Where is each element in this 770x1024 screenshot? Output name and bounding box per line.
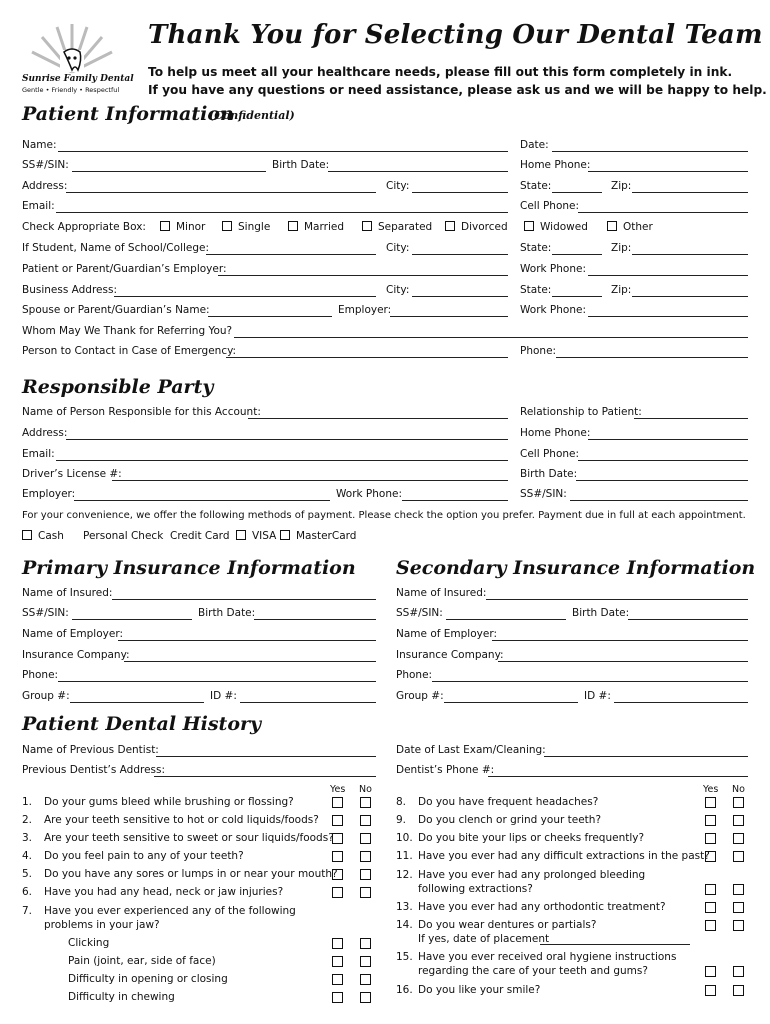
secondary-birth-label: Birth Date: [572, 607, 630, 619]
referring-field[interactable] [234, 337, 748, 338]
married-checkbox[interactable]: Married [288, 220, 344, 234]
q12-no-checkbox[interactable] [733, 884, 744, 895]
confidential-label: (Confidential) [209, 109, 295, 122]
widowed-checkbox[interactable]: Widowed [524, 220, 588, 234]
primary-group-label: Group #: [22, 690, 70, 702]
license-label: Driver’s License #: [22, 468, 122, 480]
question-7-cont: problems in your jaw? [44, 919, 160, 931]
q10-no-checkbox[interactable] [733, 833, 744, 844]
q13-no-checkbox[interactable] [733, 902, 744, 913]
check-box-label: Check Appropriate Box: [22, 221, 146, 233]
q6-yes-checkbox[interactable] [332, 887, 343, 898]
spouse-employer-label: Employer: [338, 304, 392, 316]
responsible-ss-field[interactable] [570, 500, 748, 501]
visa-checkbox[interactable]: VISA [236, 529, 276, 543]
question-6: 6. Have you had any head, neck or jaw injuries? [22, 886, 284, 898]
minor-checkbox[interactable]: Minor [160, 220, 205, 234]
business-zip-label: Zip: [611, 284, 632, 296]
business-zip-field[interactable] [632, 296, 748, 297]
question-13: 13. Have you ever had any orthodontic treatment? [396, 901, 666, 913]
question-5: 5. Do you have any sores or lumps in or near your mouth? [22, 868, 338, 880]
emergency-contact-label: Person to Contact in Case of Emergency: [22, 345, 237, 357]
responsible-work-phone-label: Work Phone: [336, 488, 402, 500]
primary-id-label: ID #: [210, 690, 237, 702]
responsible-email-label: Email: [22, 448, 55, 460]
name-field[interactable] [58, 151, 508, 152]
question-12: 12. Have you ever had any prolonged bleeding [396, 869, 646, 881]
secondary-birth-field[interactable] [628, 619, 748, 620]
q5-no-checkbox[interactable] [360, 869, 371, 880]
relationship-field[interactable] [634, 418, 748, 419]
school-zip-field[interactable] [632, 254, 748, 255]
q4-no-checkbox[interactable] [360, 851, 371, 862]
ss-field[interactable] [72, 171, 266, 172]
no-header-left: No [359, 784, 372, 795]
q7-opening-no-checkbox[interactable] [360, 974, 371, 985]
primary-phone-label: Phone: [22, 669, 59, 681]
q7-pain-no-checkbox[interactable] [360, 956, 371, 967]
secondary-id-field[interactable] [614, 702, 748, 703]
work-phone-field[interactable] [588, 275, 748, 276]
employer-field[interactable] [218, 275, 508, 276]
primary-employer-field[interactable] [118, 640, 376, 641]
business-city-field[interactable] [412, 296, 508, 297]
q7-pain: Pain (joint, ear, side of face) [68, 955, 216, 967]
primary-insured-label: Name of Insured: [22, 587, 113, 599]
birth-date-field[interactable] [328, 171, 508, 172]
primary-group-field[interactable] [70, 702, 204, 703]
state-label: State: [520, 180, 552, 192]
secondary-insured-label: Name of Insured: [396, 587, 487, 599]
question-14: 14. Do you wear dentures or partials? [396, 919, 597, 931]
question-12-cont: following extractions? [418, 883, 533, 895]
address-field[interactable] [66, 192, 376, 193]
spouse-name-field[interactable] [208, 316, 332, 317]
email-field[interactable] [56, 212, 508, 213]
address-label: Address: [22, 180, 68, 192]
previous-address-field[interactable] [154, 776, 376, 777]
name-label: Name: [22, 139, 57, 151]
q7-chewing: Difficulty in chewing [68, 991, 175, 1003]
school-city-label: City: [386, 242, 410, 254]
intro-line-2: If you have any questions or need assistance, please ask us and we will be happy to help. [148, 83, 767, 97]
question-9: 9. Do you clench or grind your teeth? [396, 814, 602, 826]
q2-yes-checkbox[interactable] [332, 815, 343, 826]
cash-checkbox[interactable]: Cash [22, 529, 64, 543]
last-exam-field[interactable] [544, 756, 748, 757]
payment-note: For your convenience, we offer the following methods of payment. Please check the option you prefer. Payment due in full at each appointment. [22, 510, 746, 521]
q7-pain-yes-checkbox[interactable] [332, 956, 343, 967]
email-label: Email: [22, 200, 55, 212]
form-title: Thank You for Selecting Our Dental Team [148, 20, 763, 50]
intro-line-1: To help us meet all your healthcare needs, please fill out this form completely in ink. [148, 65, 733, 79]
q14-no-checkbox[interactable] [733, 920, 744, 931]
q5-yes-checkbox[interactable] [332, 869, 343, 880]
q16-no-checkbox[interactable] [733, 985, 744, 996]
dentist-phone-field[interactable] [488, 776, 748, 777]
q2-no-checkbox[interactable] [360, 815, 371, 826]
business-city-label: City: [386, 284, 410, 296]
question-4: 4. Do you feel pain to any of your teeth? [22, 850, 244, 862]
cell-phone-label: Cell Phone: [520, 200, 580, 212]
primary-ss-field[interactable] [72, 619, 192, 620]
business-state-label: State: [520, 284, 552, 296]
question-15: 15. Have you ever received oral hygiene instructions [396, 951, 677, 963]
primary-phone-field[interactable] [58, 681, 376, 682]
date-label: Date: [520, 139, 549, 151]
primary-birth-field[interactable] [254, 619, 376, 620]
secondary-ss-field[interactable] [446, 619, 566, 620]
primary-ss-label: SS#/SIN: [22, 607, 69, 619]
question-7: 7. Have you ever experienced any of the following [22, 905, 296, 917]
q8-no-checkbox[interactable] [733, 797, 744, 808]
q1-yes-checkbox[interactable] [332, 797, 343, 808]
logo-name: Sunrise Family Dental [22, 74, 134, 84]
q7-chewing-no-checkbox[interactable] [360, 992, 371, 1003]
question-1: 1. Do your gums bleed while brushing or flossing? [22, 796, 294, 808]
mastercard-checkbox[interactable]: MasterCard [280, 529, 356, 543]
ss-label: SS#/SIN: [22, 159, 69, 171]
q7-clicking-no-checkbox[interactable] [360, 938, 371, 949]
previous-dentist-label: Name of Previous Dentist: [22, 744, 159, 756]
q7-chewing-yes-checkbox[interactable] [332, 992, 343, 1003]
q9-yes-checkbox[interactable] [705, 815, 716, 826]
responsible-home-phone-field[interactable] [588, 439, 748, 440]
q4-yes-checkbox[interactable] [332, 851, 343, 862]
question-14-cont: If yes, date of placement [418, 933, 550, 945]
previous-dentist-field[interactable] [156, 756, 376, 757]
secondary-phone-label: Phone: [396, 669, 433, 681]
secondary-company-label: Insurance Company: [396, 649, 504, 661]
question-11: 11. Have you ever had any difficult extractions in the past? [396, 850, 710, 862]
previous-address-label: Previous Dentist’s Address: [22, 764, 166, 776]
q14-yes-checkbox[interactable] [705, 920, 716, 931]
relationship-label: Relationship to Patient: [520, 406, 642, 418]
question-8: 8. Do you have frequent headaches? [396, 796, 599, 808]
secondary-ss-label: SS#/SIN: [396, 607, 443, 619]
q7-clicking: Clicking [68, 937, 110, 949]
q9-no-checkbox[interactable] [733, 815, 744, 826]
secondary-employer-field[interactable] [492, 640, 748, 641]
dentist-phone-label: Dentist’s Phone #: [396, 764, 495, 776]
q7-opening-yes-checkbox[interactable] [332, 974, 343, 985]
business-state-field[interactable] [552, 296, 602, 297]
q15-yes-checkbox[interactable] [705, 966, 716, 977]
patient-information-heading: Patient Information [22, 103, 234, 125]
logo-tagline: Gentle • Friendly • Respectful [22, 86, 120, 94]
q7-clicking-yes-checkbox[interactable] [332, 938, 343, 949]
school-zip-label: Zip: [611, 242, 632, 254]
responsible-employer-field[interactable] [74, 500, 330, 501]
q15-no-checkbox[interactable] [733, 966, 744, 977]
business-address-field[interactable] [114, 296, 376, 297]
student-school-field[interactable] [206, 254, 376, 255]
q3-no-checkbox[interactable] [360, 833, 371, 844]
referring-label: Whom May We Thank for Referring You? [22, 325, 233, 337]
emergency-contact-field[interactable] [226, 357, 508, 358]
secondary-company-field[interactable] [498, 661, 748, 662]
responsible-birth-label: Birth Date: [520, 468, 578, 480]
city-label: City: [386, 180, 410, 192]
sunrise-logo-icon [22, 22, 122, 74]
primary-company-label: Insurance Company: [22, 649, 130, 661]
responsible-ss-label: SS#/SIN: [520, 488, 567, 500]
yes-header-right: Yes [703, 784, 719, 795]
q8-yes-checkbox[interactable] [705, 797, 716, 808]
placement-date-field[interactable] [540, 944, 690, 945]
business-address-label: Business Address: [22, 284, 117, 296]
city-field[interactable] [412, 192, 508, 193]
yes-header-left: Yes [330, 784, 346, 795]
primary-employer-label: Name of Employer: [22, 628, 123, 640]
q13-yes-checkbox[interactable] [705, 902, 716, 913]
cell-phone-field[interactable] [578, 212, 748, 213]
responsible-cell-label: Cell Phone: [520, 448, 580, 460]
home-phone-label: Home Phone: [520, 159, 591, 171]
separated-checkbox[interactable]: Separated [362, 220, 432, 234]
school-state-field[interactable] [552, 254, 602, 255]
responsible-employer-label: Employer: [22, 488, 76, 500]
q11-yes-checkbox[interactable] [705, 851, 716, 862]
date-field[interactable] [552, 151, 748, 152]
responsible-work-phone-field[interactable] [402, 500, 508, 501]
employer-label: Patient or Parent/Guardian’s Employer: [22, 263, 227, 275]
question-3: 3. Are your teeth sensitive to sweet or sour liquids/foods? [22, 832, 334, 844]
zip-field[interactable] [632, 192, 748, 193]
primary-id-field[interactable] [240, 702, 376, 703]
responsible-email-field[interactable] [56, 460, 508, 461]
responsible-name-label: Name of Person Responsible for this Account: [22, 406, 261, 418]
q11-no-checkbox[interactable] [733, 851, 744, 862]
dental-history-heading: Patient Dental History [22, 713, 262, 735]
responsible-cell-field[interactable] [578, 460, 748, 461]
other-checkbox[interactable]: Other [607, 220, 653, 234]
question-10: 10. Do you bite your lips or cheeks frequently? [396, 832, 645, 844]
personal-check-checkbox[interactable]: Personal Check [83, 530, 164, 542]
spouse-work-phone-field[interactable] [588, 316, 748, 317]
credit-card-checkbox[interactable]: Credit Card [170, 530, 230, 542]
home-phone-field[interactable] [588, 171, 748, 172]
responsible-address-label: Address: [22, 427, 68, 439]
emergency-phone-field[interactable] [556, 357, 748, 358]
secondary-employer-label: Name of Employer: [396, 628, 497, 640]
spouse-work-phone-label: Work Phone: [520, 304, 586, 316]
responsible-party-heading: Responsible Party [22, 376, 214, 398]
responsible-birth-field[interactable] [576, 480, 748, 481]
responsible-address-field[interactable] [66, 439, 508, 440]
intro-text [148, 63, 767, 99]
q12-yes-checkbox[interactable] [705, 884, 716, 895]
secondary-insurance-heading: Secondary Insurance Information [396, 557, 756, 579]
secondary-phone-field[interactable] [432, 681, 748, 682]
student-school-label: If Student, Name of School/College: [22, 242, 210, 254]
primary-insured-field[interactable] [112, 599, 376, 600]
responsible-name-field[interactable] [248, 418, 508, 419]
secondary-id-label: ID #: [584, 690, 611, 702]
divorced-checkbox[interactable]: Divorced [445, 220, 508, 234]
state-field[interactable] [552, 192, 602, 193]
license-field[interactable] [112, 480, 508, 481]
q6-no-checkbox[interactable] [360, 887, 371, 898]
single-checkbox[interactable]: Single [222, 220, 270, 234]
q10-yes-checkbox[interactable] [705, 833, 716, 844]
emergency-phone-label: Phone: [520, 345, 557, 357]
question-15-cont: regarding the care of your teeth and gums? [418, 965, 648, 977]
primary-insurance-heading: Primary Insurance Information [22, 557, 356, 579]
school-state-label: State: [520, 242, 552, 254]
secondary-insured-field[interactable] [486, 599, 748, 600]
school-city-field[interactable] [412, 254, 508, 255]
birth-date-label: Birth Date: [272, 159, 330, 171]
practice-logo [22, 22, 134, 98]
work-phone-label: Work Phone: [520, 263, 586, 275]
zip-label: Zip: [611, 180, 632, 192]
no-header-right: No [732, 784, 745, 795]
spouse-name-label: Spouse or Parent/Guardian’s Name: [22, 304, 210, 316]
responsible-home-phone-label: Home Phone: [520, 427, 591, 439]
last-exam-label: Date of Last Exam/Cleaning: [396, 744, 546, 756]
q16-yes-checkbox[interactable] [705, 985, 716, 996]
q7-opening: Difficulty in opening or closing [68, 973, 228, 985]
question-2: 2. Are your teeth sensitive to hot or cold liquids/foods? [22, 814, 319, 826]
primary-company-field[interactable] [124, 661, 376, 662]
question-16: 16. Do you like your smile? [396, 984, 541, 996]
secondary-group-field[interactable] [444, 702, 578, 703]
secondary-group-label: Group #: [396, 690, 444, 702]
spouse-employer-field[interactable] [390, 316, 508, 317]
q1-no-checkbox[interactable] [360, 797, 371, 808]
q3-yes-checkbox[interactable] [332, 833, 343, 844]
primary-birth-label: Birth Date: [198, 607, 256, 619]
